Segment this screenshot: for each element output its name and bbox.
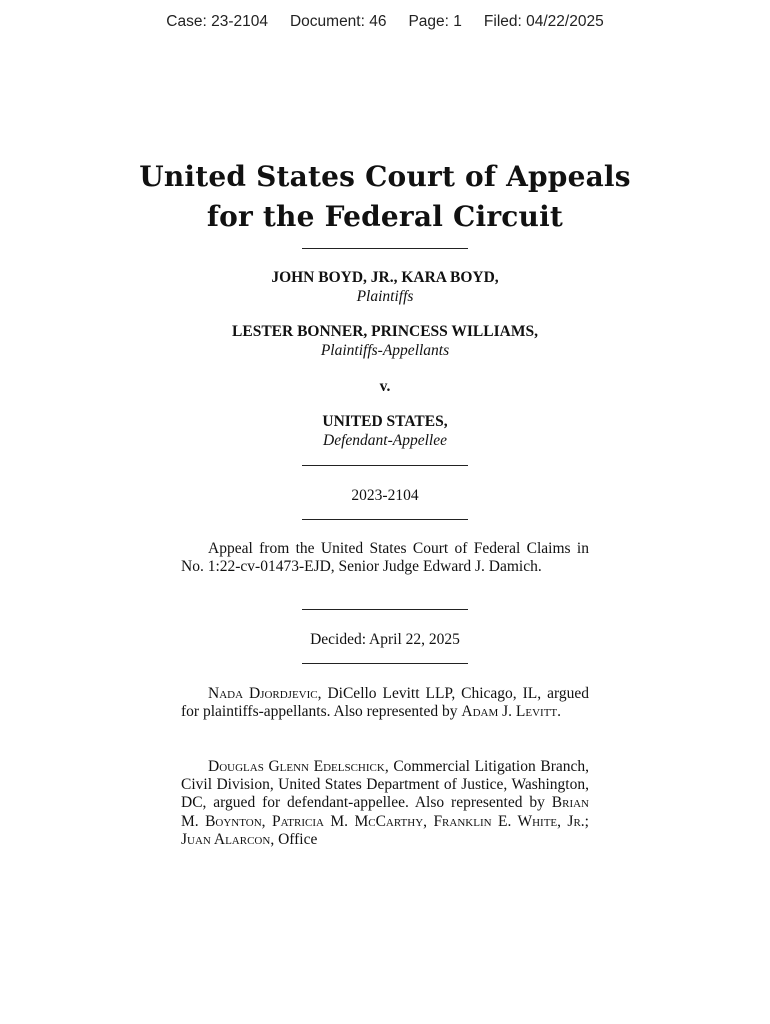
- counsel-name: Franklin E. White, Jr.: [433, 812, 585, 830]
- counsel-separator: ;: [584, 812, 589, 830]
- filing-header: [0, 13, 770, 31]
- docket-number: 2023-2104: [351, 487, 419, 504]
- counsel-name: Nada Djordjevic: [208, 685, 318, 702]
- decided-date: Decided: April 22, 2025: [310, 631, 460, 648]
- divider: [302, 465, 468, 466]
- defendant-name: UNITED STATES,: [322, 413, 448, 430]
- versus: v.: [379, 378, 391, 395]
- court-title-line2: for the Federal Circuit: [206, 200, 564, 233]
- counsel-text: , Office: [270, 830, 318, 848]
- case-number: Case: 23-2104: [166, 13, 268, 30]
- plaintiffs-block: [0, 268, 770, 306]
- counsel-name: Douglas Glenn Edelschick: [208, 758, 385, 775]
- counsel-paragraph-appellants: [181, 685, 589, 721]
- divider: [302, 519, 468, 520]
- plaintiffs-role: Plaintiffs: [356, 288, 414, 305]
- divider: [302, 609, 468, 610]
- counsel-separator: ,: [261, 812, 272, 830]
- appellants-names: LESTER BONNER, PRINCESS WILLIAMS,: [232, 323, 538, 340]
- versus-block: [0, 377, 770, 396]
- divider: [302, 248, 468, 249]
- document-number: Document: 46: [289, 13, 387, 30]
- counsel-name: Patricia M. McCarthy: [271, 812, 424, 830]
- court-title-line1: United States Court of Appeals: [139, 160, 631, 193]
- defendant-role: Defendant-Appellee: [323, 432, 447, 449]
- filed-date: Filed: 04/22/2025: [483, 13, 604, 30]
- divider: [302, 663, 468, 664]
- counsel-paragraph-appellee: [181, 758, 589, 849]
- counsel-name: Adam J. Levitt: [461, 703, 558, 721]
- counsel-name: Brian M. Boynton: [181, 794, 589, 830]
- counsel-separator: ,: [423, 812, 434, 830]
- counsel-text: , Commercial Litigation Branch, Civil Division, United States Department of Justice, Washington, DC, argued for defendant-appellee. Also represented by: [181, 758, 589, 812]
- defendant-block: [0, 412, 770, 450]
- counsel-text: .: [557, 703, 562, 721]
- plaintiffs-names: JOHN BOYD, JR., KARA BOYD,: [271, 269, 499, 286]
- court-title: [0, 157, 770, 237]
- appellants-block: [0, 322, 770, 360]
- counsel-name: Juan Alarcon: [181, 830, 271, 848]
- page-number: Page: 1: [408, 13, 462, 30]
- counsel-text: , DiCello Levitt LLP, Chicago, IL, argued for plaintiffs-appellants. Also represented by: [181, 685, 589, 721]
- appellants-role: Plaintiffs-Appellants: [320, 342, 450, 359]
- appeal-paragraph: Appeal from the United States Court of Federal Claims in No. 1:22-cv-01473-EJD, Senior Judge Edward J. Damich.: [181, 540, 589, 576]
